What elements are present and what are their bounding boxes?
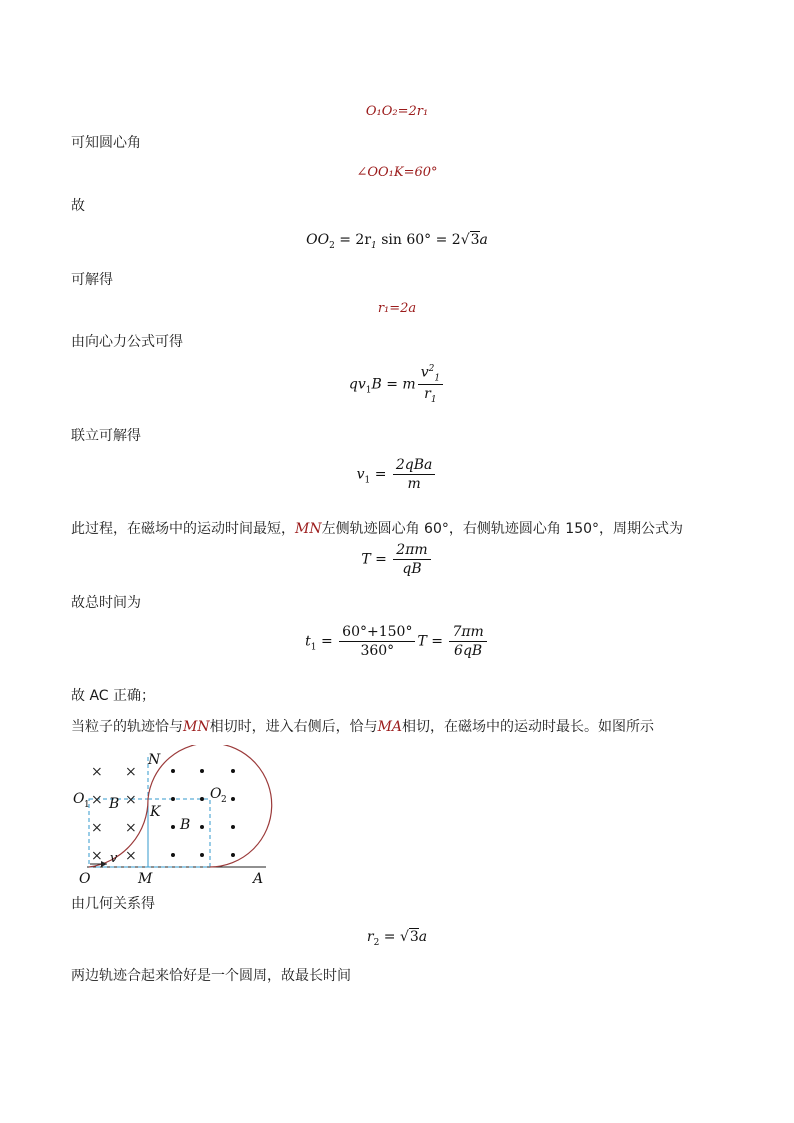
text-solve: 可解得	[71, 272, 113, 288]
dot-mark	[200, 825, 204, 829]
label-a: A	[253, 871, 264, 887]
cross-mark: ×	[91, 792, 103, 808]
dot-mark	[200, 769, 204, 773]
eq-o1o2: O₁O₂=2r₁	[365, 104, 429, 119]
label-b-left: B	[109, 796, 120, 812]
dot-mark	[171, 769, 175, 773]
text-centripetal: 由向心力公式可得	[71, 334, 183, 350]
label-m: M	[138, 871, 153, 887]
label-v: v	[110, 851, 118, 866]
text-ac-correct: 故 AC 正确；	[71, 688, 156, 704]
cross-mark: ×	[91, 848, 103, 864]
cross-mark: ×	[125, 764, 137, 780]
eq-t1: $t_1$ = $\frac{60^\circ+150^\circ}{360^\circ}$ T = $\frac{7\pi m}{6qB}$	[0, 624, 794, 659]
text-total: 故总时间为	[71, 595, 141, 611]
cross-mark: ×	[91, 764, 103, 780]
cross-mark: ×	[91, 820, 103, 836]
text-geometry: 由几何关系得	[71, 896, 155, 912]
dot-mark	[231, 769, 235, 773]
label-o1-sub: 1	[84, 800, 90, 810]
dot-mark	[171, 853, 175, 857]
eq-r1: r₁=2a	[377, 301, 417, 316]
cross-mark: ×	[125, 792, 137, 808]
dot-mark	[231, 825, 235, 829]
eq-oo2: $OO_2 = 2r_1$ sin 60° = 2√3a	[306, 232, 488, 251]
text-therefore: 故	[71, 198, 85, 214]
dot-marks	[171, 769, 235, 857]
text-full-circle: 两边轨迹合起来恰好是一个圆周，故最长时间	[71, 968, 351, 984]
trajectory-right-arc	[148, 745, 272, 867]
text-combine: 联立可解得	[71, 428, 141, 444]
text-process: 此过程，在磁场中的运动时间最短，MN左侧轨迹圆心角 60°，右侧轨迹圆心角 150°，周期公式为	[71, 521, 684, 537]
cross-mark: ×	[125, 848, 137, 864]
label-o1: O	[73, 791, 85, 807]
label-k: K	[150, 804, 161, 820]
eq-period: T = $\frac{2\pi m}{qB}$	[0, 542, 794, 577]
label-o: O	[79, 871, 91, 887]
magnetic-field-figure	[70, 745, 285, 890]
text-angle-intro: 可知圆心角	[71, 135, 141, 151]
dot-mark	[171, 797, 175, 801]
eq-force: $qv_1B = m$ $\frac{v^2_1}{r_1}$	[0, 364, 794, 405]
label-o2: O	[210, 786, 222, 802]
eq-r2: $r_2 = √3a$	[366, 929, 428, 948]
dot-mark	[200, 797, 204, 801]
dot-mark	[231, 853, 235, 857]
cross-marks	[91, 764, 137, 864]
eq-v1: $v_1$ = $\frac{\text{2qBa}}{m}$	[0, 457, 794, 492]
dot-mark	[171, 825, 175, 829]
dot-mark	[200, 853, 204, 857]
cross-mark: ×	[125, 820, 137, 836]
label-o2-sub: 2	[221, 795, 227, 805]
eq-angle: ∠OO₁K=60°	[356, 165, 438, 180]
text-tangent: 当粒子的轨迹恰与MN相切时，进入右侧后，恰与MA相切，在磁场中的运动时最长。如图所示	[71, 719, 655, 735]
label-n: N	[148, 752, 161, 768]
label-b-right: B	[180, 817, 191, 833]
dot-mark	[231, 797, 235, 801]
